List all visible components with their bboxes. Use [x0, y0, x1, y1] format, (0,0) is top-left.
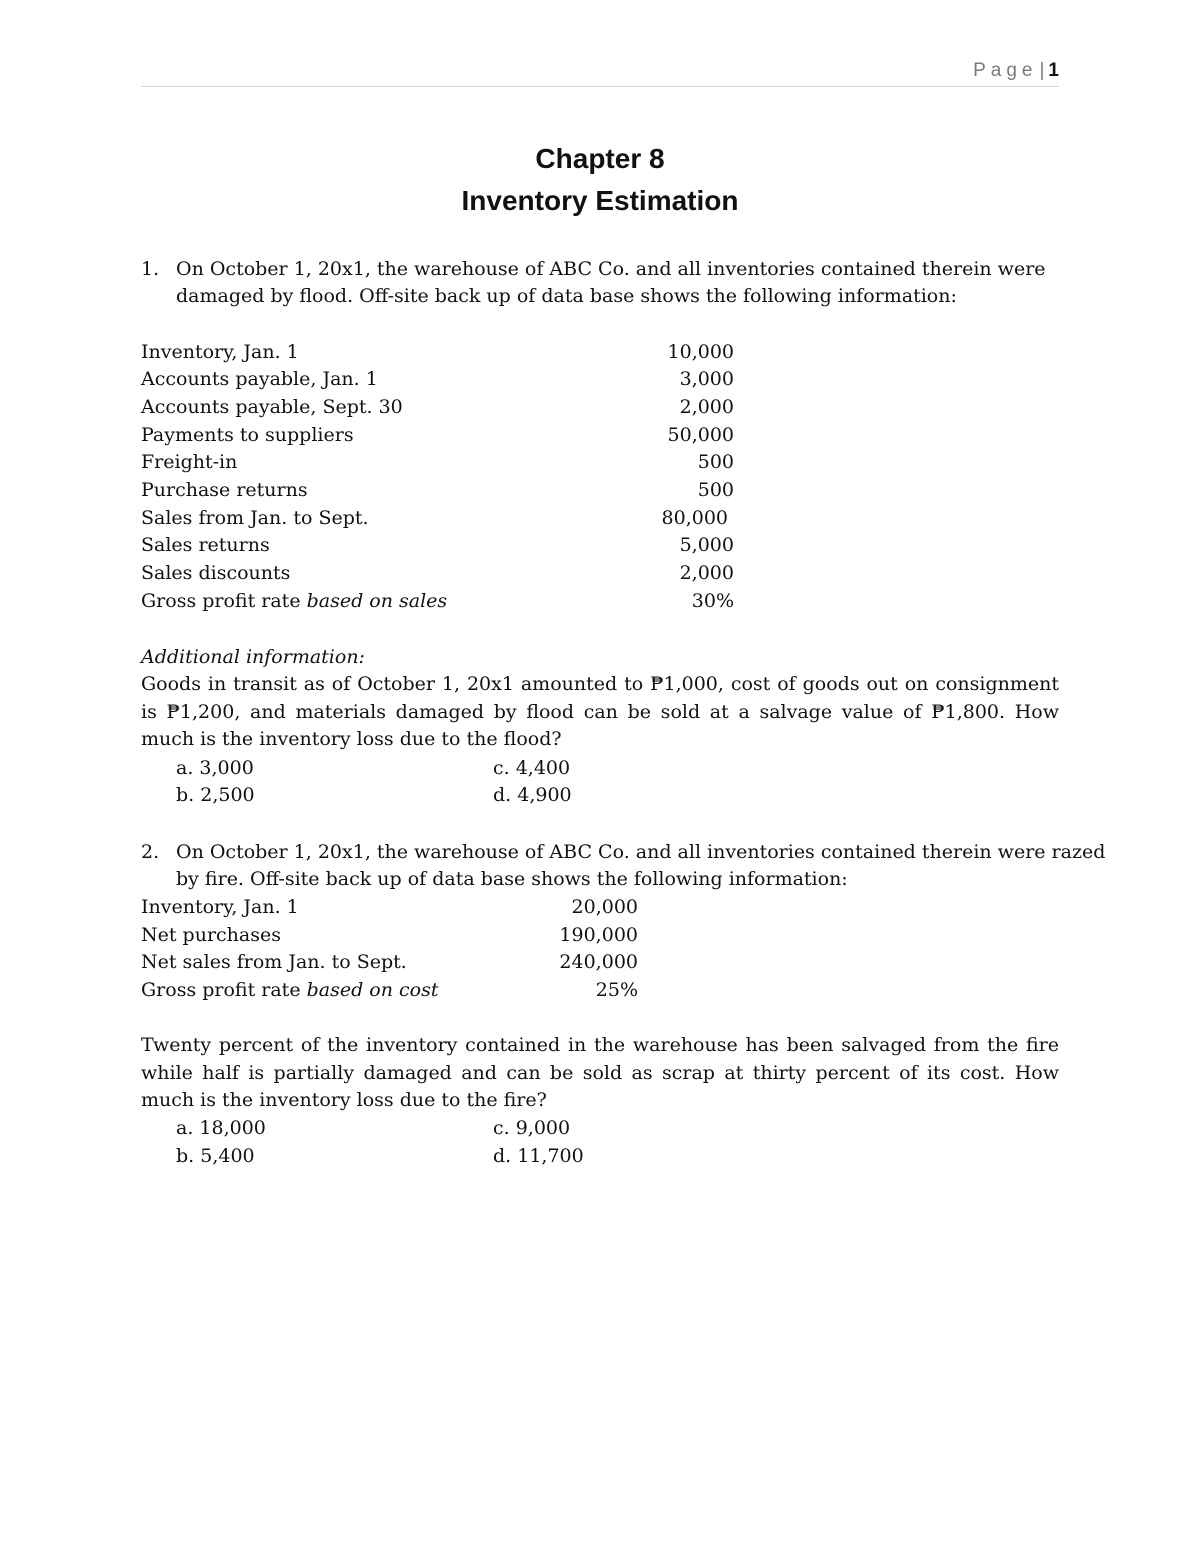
q2-choice-b: b. 5,400 — [176, 1145, 255, 1167]
chapter-title: Chapter 8 — [535, 143, 665, 174]
q1-item-label: Inventory, Jan. 1 — [141, 341, 299, 363]
page-header — [141, 58, 1059, 87]
q1-gp-label-text: Gross profit rate — [141, 590, 307, 612]
q1-item-value: 500 — [697, 451, 734, 473]
q2-choice-c: c. 9,000 — [493, 1117, 571, 1139]
q1-item-label: Purchase returns — [141, 479, 308, 501]
q1-number: 1. — [141, 258, 160, 280]
q2-item-value: 190,000 — [559, 924, 638, 946]
q1-item-value: 3,000 — [679, 368, 734, 390]
q1-item-label: Sales returns — [141, 534, 270, 556]
page-number — [973, 60, 1059, 82]
q2-choice-d: d. 11,700 — [493, 1145, 584, 1167]
q2-item-label: Inventory, Jan. 1 — [141, 896, 299, 918]
q1-item-value: 50,000 — [667, 424, 734, 446]
q2-gp-label-italic: based on cost — [306, 979, 439, 1001]
page-separator: | — [1039, 60, 1045, 81]
q2-item-label: Net sales from Jan. to Sept. — [141, 951, 407, 973]
q1-item-label: Freight-in — [141, 451, 238, 473]
q2-item-value: 240,000 — [559, 951, 638, 973]
q2-intro-line2: by fire. Off-site back up of data base shows the following information: — [176, 868, 848, 890]
q2-gp-label-text: Gross profit rate — [141, 979, 307, 1001]
q1-gp-label-italic: based on sales — [306, 590, 448, 612]
q2-item-value: 20,000 — [571, 896, 638, 918]
q2-item-label: Net purchases — [141, 924, 281, 946]
q1-item-value: 2,000 — [679, 562, 734, 584]
q2-number: 2. — [141, 841, 160, 863]
q1-item-value: 500 — [697, 479, 734, 501]
chapter-subtitle: Inventory Estimation — [461, 185, 739, 216]
q2-gp-label — [141, 977, 438, 1004]
q1-item-label: Sales from Jan. to Sept. — [141, 507, 369, 529]
q2-body-text: Twenty percent of the inventory contained in the warehouse has been salvaged from the fire while half is partially damaged and can be sold as scrap at thirty percent of its cost. How much is the inventory loss due to the fire? — [141, 1034, 1059, 1111]
q1-item-label: Accounts payable, Sept. 30 — [141, 396, 403, 418]
q2-choice-a: a. 18,000 — [176, 1117, 266, 1139]
q1-choice-b: b. 2,500 — [176, 784, 255, 806]
q1-item-value: 5,000 — [679, 534, 734, 556]
q1-additional-heading-text: Additional information: — [141, 646, 365, 668]
q1-item-value: 10,000 — [667, 341, 734, 363]
q1-intro-line1: On October 1, 20x1, the warehouse of ABC Co. and all inventories contained therein were — [176, 258, 1046, 280]
page-number-value: 1 — [1048, 60, 1059, 81]
q1-item-label: Accounts payable, Jan. 1 — [141, 368, 378, 390]
q1-gp-label — [141, 588, 447, 615]
q1-item-value: 2,000 — [679, 396, 734, 418]
q2-gp-value: 25% — [595, 979, 638, 1001]
q1-choice-c: c. 4,400 — [493, 757, 571, 779]
q1-additional-text: Goods in transit as of October 1, 20x1 amounted to ₱1,000, cost of goods out on consignment is ₱1,200, and materials damaged by flood can be sold at a salvage value of ₱1,800. How much is the inventory loss due to the flood? — [141, 673, 1059, 750]
q2-intro-line1: On October 1, 20x1, the warehouse of ABC Co. and all inventories contained therein were razed — [176, 841, 1106, 863]
q1-gp-value: 30% — [691, 590, 734, 612]
q1-intro-line2: damaged by flood. Off-site back up of data base shows the following information: — [176, 285, 957, 307]
q1-item-value: 80,000 — [661, 507, 728, 529]
q1-item-label: Sales discounts — [141, 562, 291, 584]
q1-choice-a: a. 3,000 — [176, 757, 254, 779]
q1-additional-heading — [141, 644, 365, 671]
page-label: Page — [973, 60, 1038, 81]
q1-choice-d: d. 4,900 — [493, 784, 572, 806]
q1-item-label: Payments to suppliers — [141, 424, 354, 446]
